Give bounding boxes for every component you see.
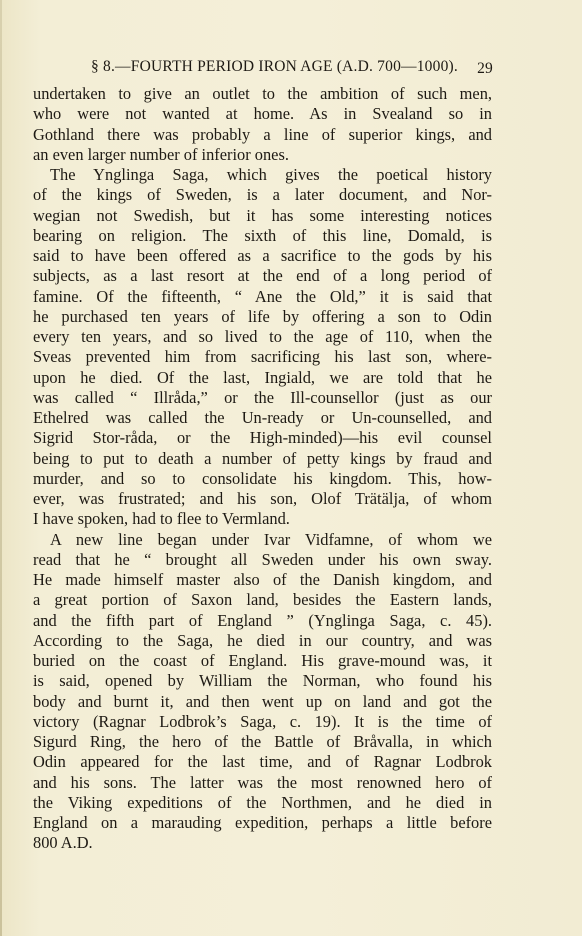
text-line: Sigurd Ring, the hero of the Battle of Bråvalla, in which: [33, 732, 492, 751]
text-line: he purchased ten years of life by offering a son to Odin: [33, 306, 492, 326]
text-line: an even larger number of inferior ones.: [33, 144, 289, 164]
text-line: Gothland there was probably a line of superior kings, and: [33, 124, 492, 144]
page-number: 29: [477, 60, 493, 77]
text-line: and his sons. The latter was the most renowned hero of: [33, 772, 492, 792]
text-line: every ten years, and so lived to the age of 110, when the: [33, 327, 492, 346]
text-line: Odin appeared for the last time, and of Ragnar Lodbrok: [33, 752, 492, 772]
text-line: said to have been offered as a sacrifice to the gods by his: [33, 246, 492, 265]
text-line: is said, opened by William the Norman, who found his: [33, 671, 492, 691]
text-line: read that he “ brought all Sweden under his own sway.: [33, 549, 492, 569]
text-line: subjects, as a last resort at the end of a long period of: [33, 266, 492, 286]
text-line: body and burnt it, and then went up on land and got the: [33, 691, 492, 711]
text-line: He made himself master also of the Danish kingdom, and: [33, 570, 492, 589]
text-line: I have spoken, had to flee to Vermland.: [33, 509, 290, 529]
text-line: Sveas prevented him from sacrificing his last son, where-: [33, 347, 492, 367]
text-line: Ethelred was called the Un-ready or Un-counselled, and: [33, 408, 492, 427]
body-text: [33, 84, 492, 854]
text-line: A new line began under Ivar Vidfamne, of whom we: [50, 529, 492, 549]
text-line: upon he died. Of the last, Ingiald, we are told that he: [33, 367, 492, 387]
page-edge: [0, 0, 2, 936]
text-line: ever, was frustrated; and his son, Olof Trätälja, of whom: [33, 489, 492, 508]
text-line: wegian not Swedish, but it has some interesting notices: [33, 205, 492, 225]
header-title: § 8.—FOURTH PERIOD IRON AGE (A.D. 700—1000).: [91, 58, 458, 75]
text-line: buried on the coast of England. His grave-mound was, it: [33, 651, 492, 670]
text-line: The Ynglinga Saga, which gives the poetical history: [50, 165, 492, 184]
text-line: murder, and so to consolidate his kingdom. This, how-: [33, 468, 492, 488]
text-line: 800 A.D.: [33, 833, 93, 853]
text-line: the Viking expeditions of the Northmen, and he died in: [33, 792, 492, 812]
text-line: victory (Ragnar Lodbrok’s Saga, c. 19). It is the time of: [33, 711, 492, 731]
text-line: and the fifth part of England ” (Ynglinga Saga, c. 45).: [33, 610, 492, 630]
text-line: England on a marauding expedition, perhaps a little before: [33, 813, 492, 832]
text-line: a great portion of Saxon land, besides the Eastern lands,: [33, 590, 492, 610]
text-line: being to put to death a number of petty kings by fraud and: [33, 448, 492, 468]
text-line: who were not wanted at home. As in Svealand so in: [33, 104, 492, 124]
text-line: According to the Saga, he died in our country, and was: [33, 630, 492, 650]
text-line: famine. Of the fifteenth, “ Ane the Old,” it is said that: [33, 286, 492, 306]
text-line: Sigrid Stor-råda, or the High-minded)—his evil counsel: [33, 428, 492, 448]
text-line: of the kings of Sweden, is a later document, and Nor-: [33, 185, 492, 205]
text-line: was called “ Illråda,” or the Ill-counsellor (just as our: [33, 387, 492, 407]
text-line: bearing on religion. The sixth of this line, Domald, is: [33, 225, 492, 245]
text-line: undertaken to give an outlet to the ambition of such men,: [33, 84, 492, 103]
running-header: [33, 58, 493, 80]
